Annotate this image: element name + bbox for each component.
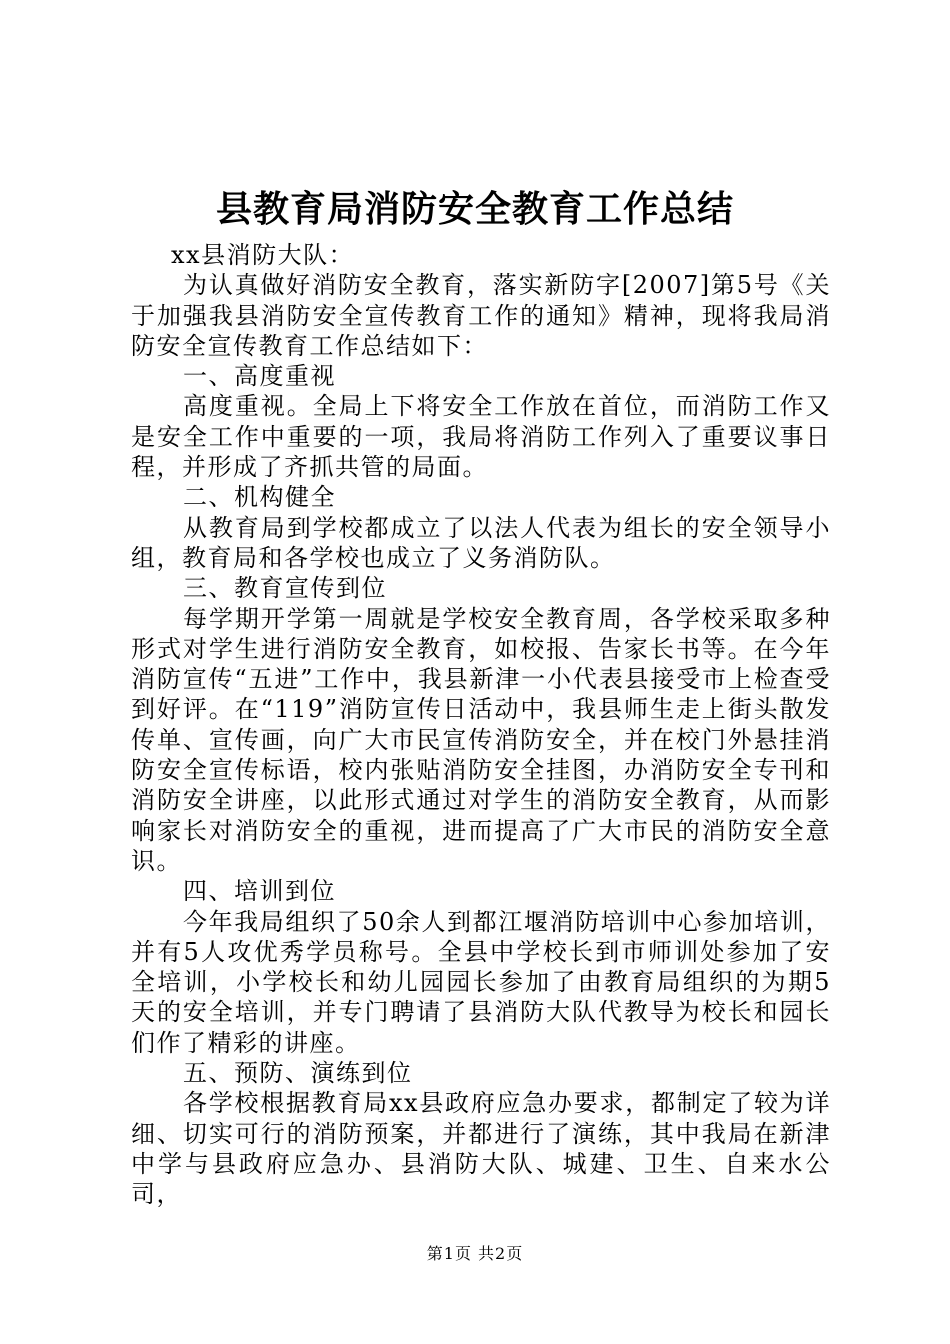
intro-paragraph: 为认真做好消防安全教育，落实新防字[2007]第5号《关于加强我县消防安全宣传教育工作的通知》精神，现将我局消防安全宣传教育工作总结如下： [131, 271, 831, 360]
body-paragraph: 从教育局到学校都成立了以法人代表为组长的安全领导小组，教育局和各学校也成立了义务消防队。 [131, 513, 831, 572]
body-paragraph: 每学期开学第一周就是学校安全教育周，各学校采取多种形式对学生进行消防安全教育，如校报、告家长书等。在今年消防宣传“五进”工作中，我县新津一小代表县接受市上检查受到好评。在“119”消防宣传日活动中，我县师生走上街头散发传单、宣传画，向广大市民宣传消防安全，并在校门外悬挂消防安全宣传标语，校内张贴消防安全挂图，办消防安全专刊和消防安全讲座，以此形式通过对学生的消防安全教育，从而影响家长对消防安全的重视，进而提高了广大市民的消防安全意识。 [131, 604, 831, 875]
section-heading: 四、培训到位 [183, 877, 336, 906]
body-paragraph: 各学校根据教育局xx县政府应急办要求，都制定了较为详细、切实可行的消防预案，并都进行了演练，其中我局在新津中学与县政府应急办、县消防大队、城建、卫生、自来水公司， [131, 1089, 831, 1209]
section-heading: 三、教育宣传到位 [183, 574, 387, 603]
document-title: 县教育局消防安全教育工作总结 [215, 189, 734, 230]
document-body [131, 240, 831, 1210]
section-heading: 五、预防、演练到位 [183, 1059, 413, 1088]
body-paragraph: 今年我局组织了50余人到都江堰消防培训中心参加培训，并有5人攻优秀学员称号。全县中学校长到市师训处参加了安全培训，小学校长和幼儿园园长参加了由教育局组织的为期5天的安全培训，并专门聘请了县消防大队代教导为校长和园长们作了精彩的讲座。 [131, 907, 831, 1057]
page-footer: 第1页 共2页 [426, 1244, 524, 1263]
section-heading: 一、高度重视 [183, 362, 336, 391]
section-heading: 二、机构健全 [183, 483, 336, 512]
body-paragraph: 高度重视。全局上下将安全工作放在首位，而消防工作又是安全工作中重要的一项，我局将消防工作列入了重要议事日程，并形成了齐抓共管的局面。 [131, 392, 831, 482]
salutation: xx县消防大队： [171, 241, 355, 269]
